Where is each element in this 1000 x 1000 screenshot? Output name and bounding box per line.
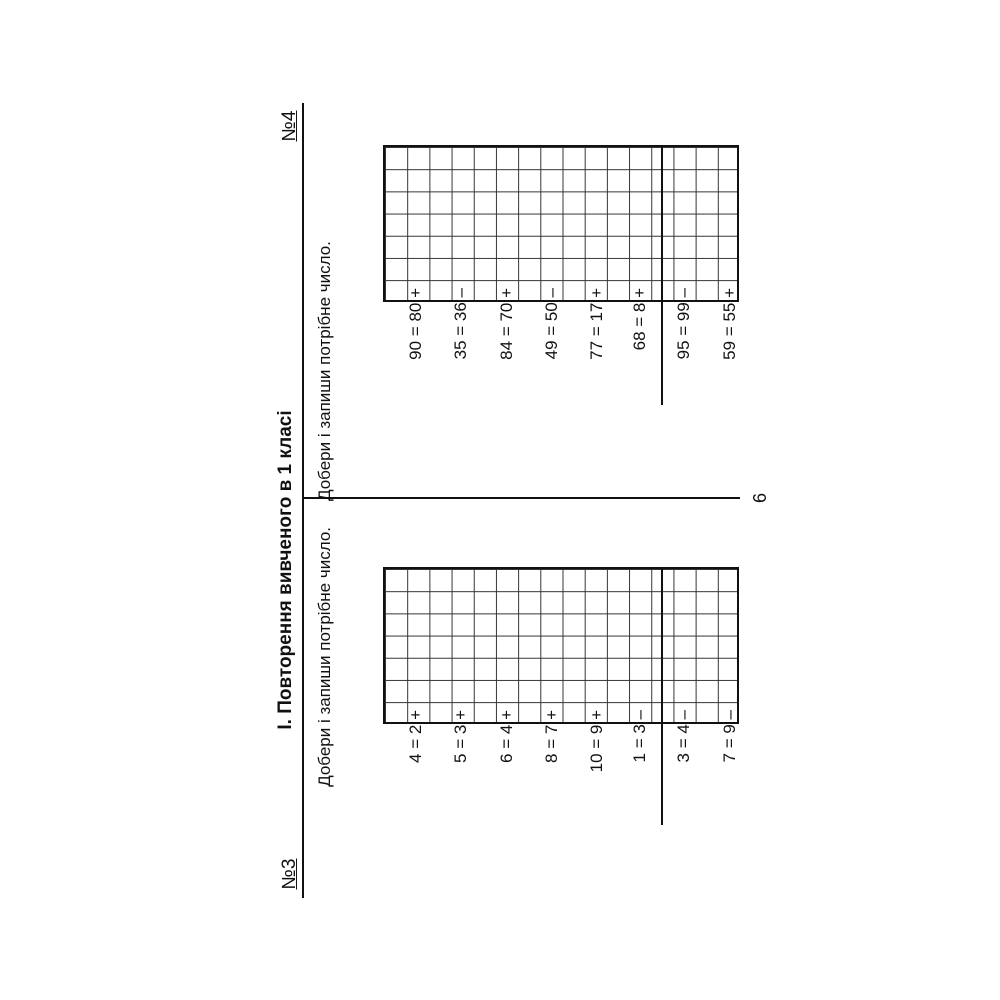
- page-title: І. Повторення вивченого в 1 класі: [275, 410, 296, 730]
- exercise-3-instruction: Добери і запиши потрібне число.: [315, 527, 334, 787]
- exercise-3-equation: 10 = 9 +: [587, 710, 606, 773]
- exercise-4-grid-divider: [661, 145, 663, 405]
- exercise-3-grid-divider: [661, 567, 663, 825]
- exercise-4-number: №4: [279, 110, 300, 142]
- exercise-4-answer-grid[interactable]: [383, 145, 739, 302]
- exercise-4-equation: 84 = 70 +: [497, 288, 516, 360]
- exercise-4-equation: 90 = 80 +: [406, 288, 425, 360]
- exercise-3-equation: 8 = 7 +: [542, 710, 561, 763]
- exercise-4-instruction: Добери і запиши потрібне число.: [315, 241, 334, 501]
- page-divider: [303, 497, 740, 499]
- exercise-4-equation: 77 = 17 +: [587, 288, 606, 360]
- exercise-3-answer-grid[interactable]: [383, 567, 739, 724]
- exercise-4-equation: 68 = 8 +: [630, 288, 649, 351]
- exercise-4-equation: 59 = 55 +: [720, 288, 739, 360]
- exercise-4-equation: 35 = 36 –: [451, 288, 470, 360]
- exercise-3-equation: 6 = 4 +: [497, 710, 516, 763]
- page-number: 6: [750, 493, 770, 504]
- exercise-4-equation: 95 = 99 –: [674, 288, 693, 360]
- exercise-3-equation: 7 = 9 –: [720, 710, 739, 763]
- exercise-3-equation: 3 = 4 –: [674, 710, 693, 763]
- exercise-3-number: №3: [279, 858, 300, 890]
- exercise-3-equation: 1 = 3 –: [630, 710, 649, 763]
- exercise-4-equation: 49 = 50 –: [542, 288, 561, 360]
- exercise-3-equation: 5 = 3 +: [451, 710, 470, 763]
- header-rule: [302, 103, 304, 898]
- exercise-3-equation: 4 = 2 +: [406, 710, 425, 763]
